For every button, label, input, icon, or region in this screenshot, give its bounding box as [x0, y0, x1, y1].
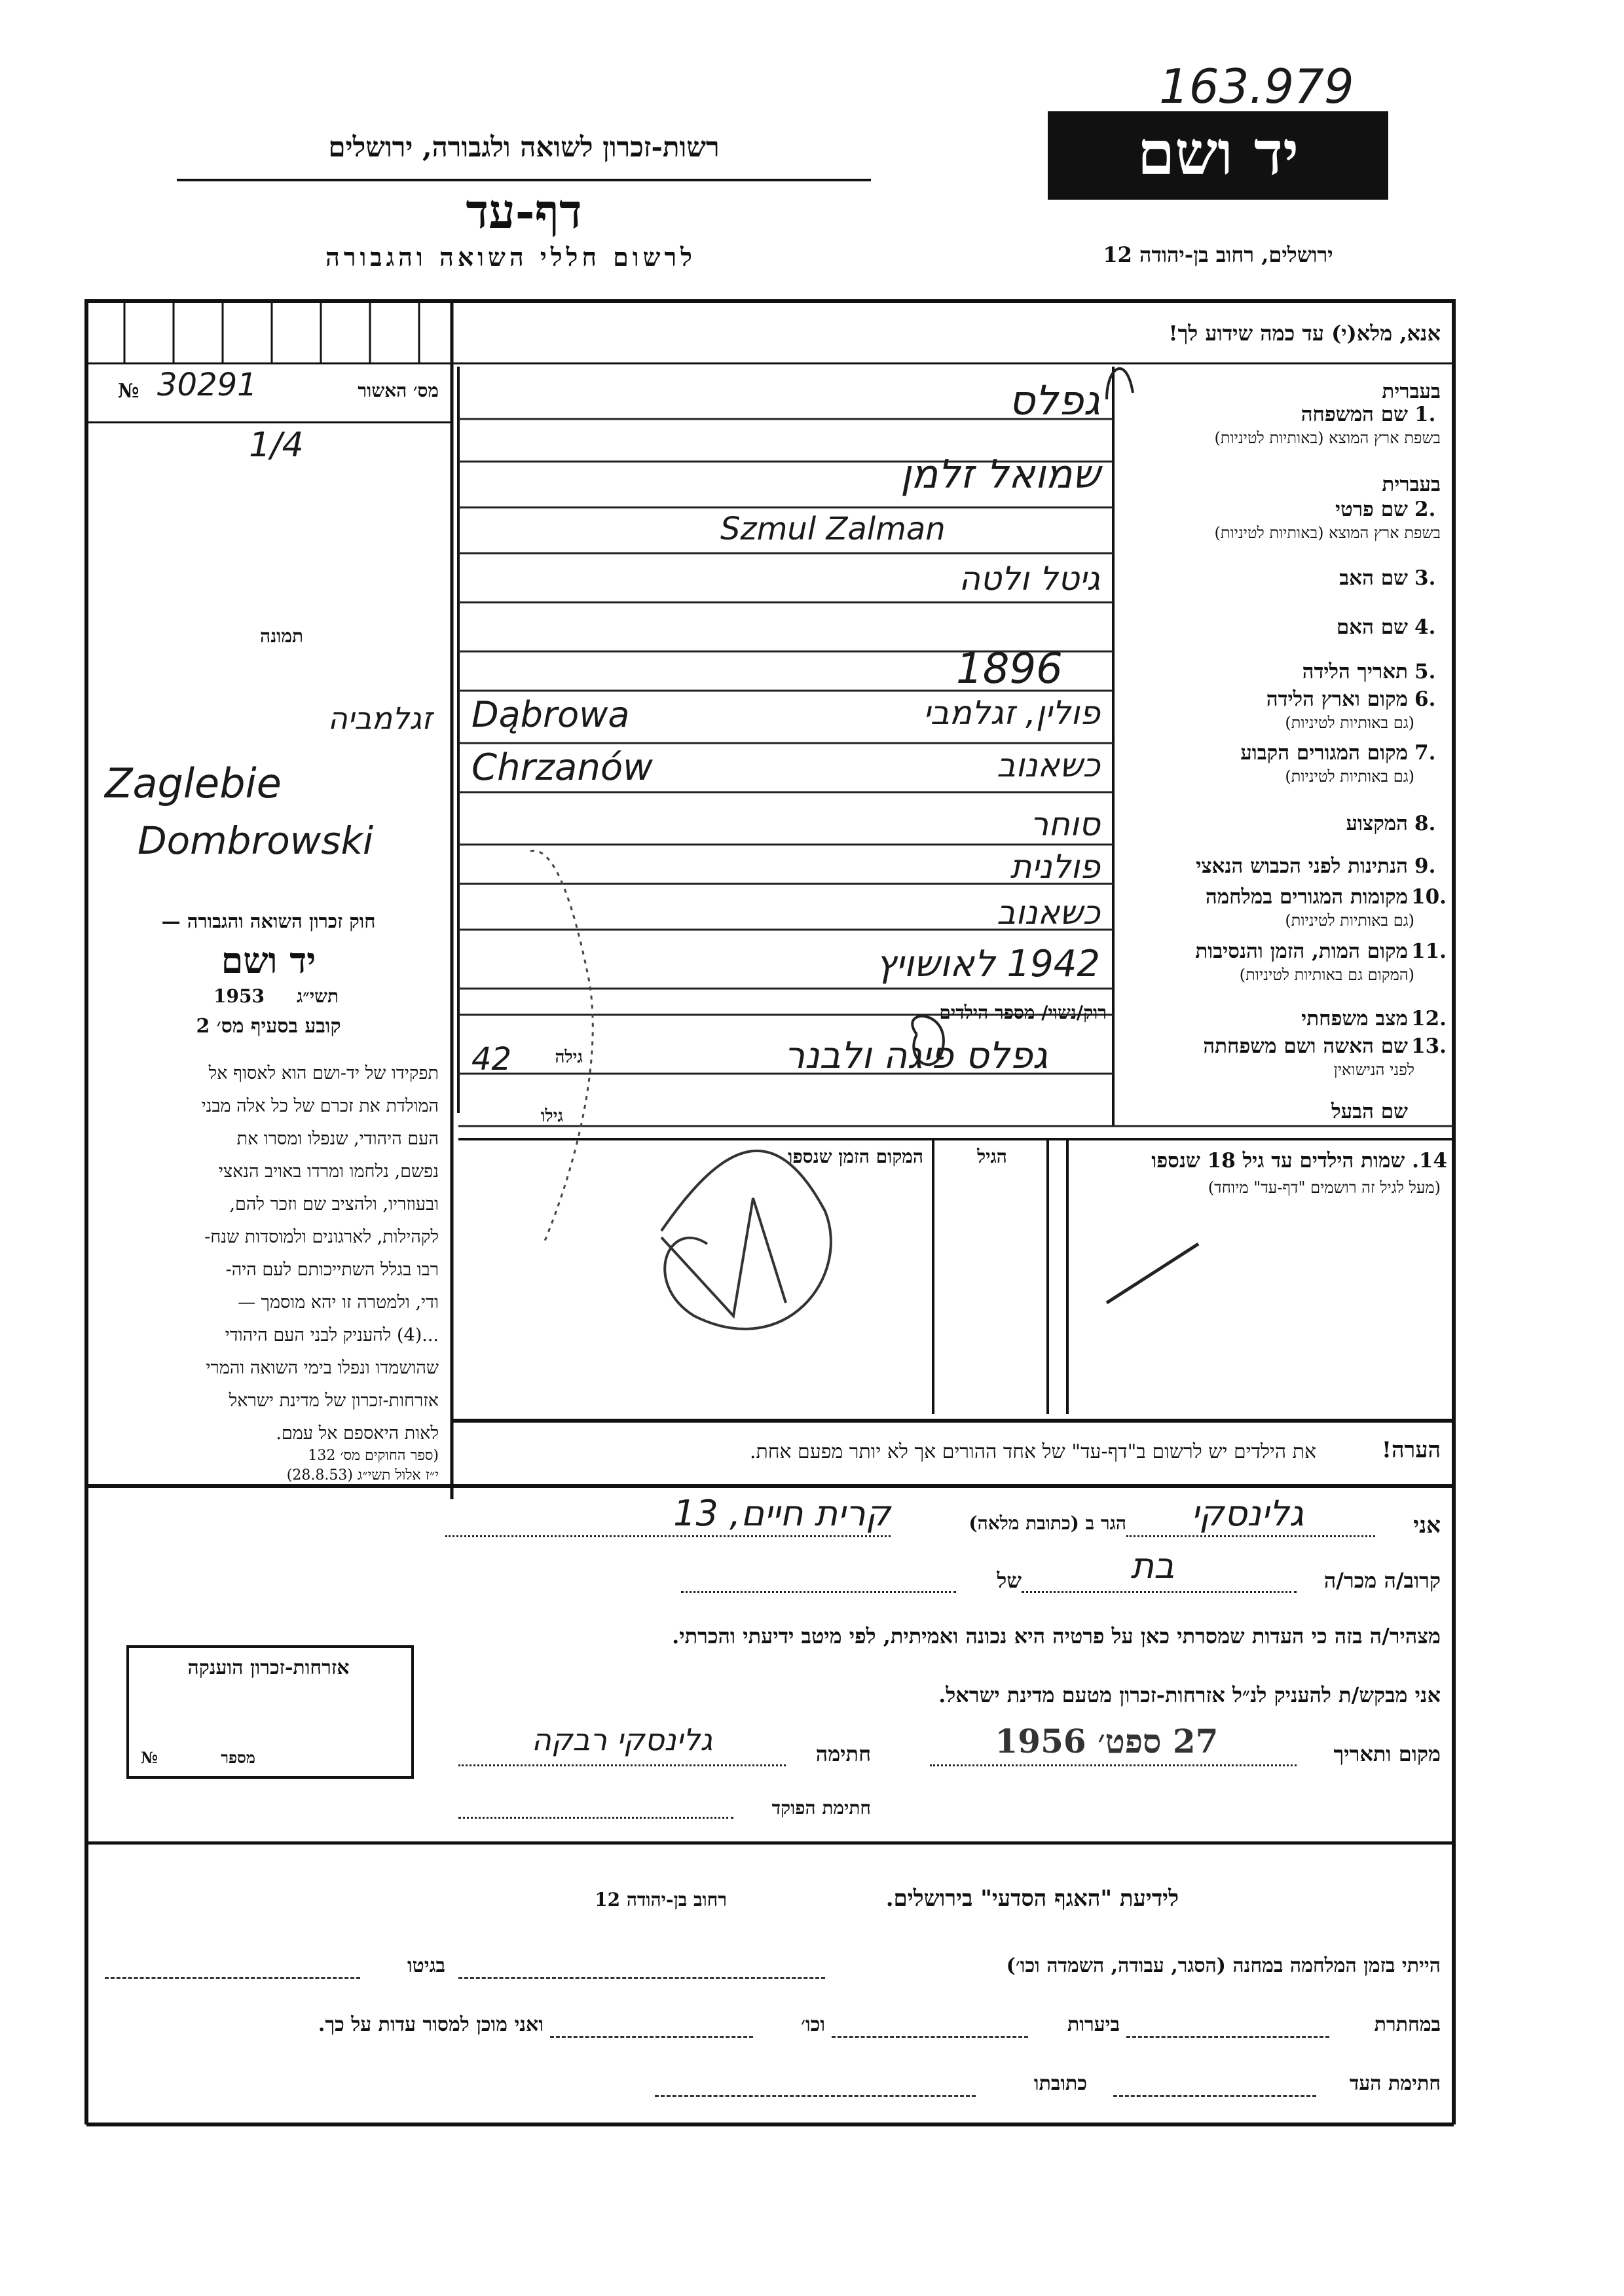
citizenship-no-label: מספר	[221, 1748, 255, 1767]
signature-label: חתימה	[815, 1741, 871, 1766]
value-first-name-latin[interactable]: Szmul Zalman	[720, 511, 946, 547]
law-line: רבו בגלל השתייכותם לעם היה-	[225, 1260, 439, 1280]
value-birth-place-latin[interactable]: Dąbrowa	[471, 694, 630, 735]
field-9-number: 9.	[1414, 854, 1436, 878]
witness-address-label: כתובתו	[1033, 2072, 1087, 2095]
field-2-number: 2.	[1414, 498, 1436, 521]
law-year-hebrew: תשי״ג	[296, 985, 339, 1007]
field-6-number: 6.	[1414, 687, 1436, 711]
field-13-label: שם האשה ושם משפחתה	[1203, 1034, 1408, 1058]
field-2-sub: בשפת ארץ המוצא (באותיות לטיניות)	[1214, 524, 1441, 542]
field-7-sub: (גם באותיות לטיניות)	[1285, 767, 1414, 786]
place-date-label: מקום ותאריך	[1333, 1741, 1441, 1766]
field-13-sub: לפני הנישואין	[1333, 1061, 1414, 1079]
field-2-label: שם פרטי	[1335, 498, 1408, 521]
field-8-number: 8.	[1414, 812, 1436, 835]
yad-vashem-logo: יד ושם	[1137, 118, 1299, 189]
law-logo: יד ושם	[221, 939, 316, 981]
resident-address[interactable]: קרית חיים, 13	[673, 1493, 891, 1534]
archive-number: 163.979	[1159, 59, 1354, 114]
in-hebrew-label-2: בעברית	[1382, 473, 1441, 496]
header-address: ירושלים, רחוב בן-יהודה 12	[1103, 242, 1333, 267]
field-11-number: 11.	[1411, 939, 1447, 963]
form-subtitle: לרשום חללי השואה והגבורה	[325, 242, 696, 272]
field-1-sub: בשפת ארץ המוצא (באותיות לטיניות)	[1214, 429, 1441, 447]
husband-label: שם הבעל	[1331, 1100, 1408, 1123]
law-line: לקהילות, לארגונים ולמוסדות שנח-	[204, 1227, 439, 1247]
value-residence[interactable]: כשאנוב	[997, 746, 1100, 784]
field-3-label: שם האב	[1339, 566, 1408, 590]
field-7-label: מקום המגורים הקבוע	[1240, 741, 1408, 765]
of-label: של	[997, 1568, 1022, 1593]
field-10-number: 10.	[1411, 885, 1447, 909]
forests-label: ביערות	[1067, 2013, 1120, 2036]
field-12-label: מצב משפחתי	[1301, 1007, 1408, 1030]
field-6-label: מקום וארץ הלידה	[1266, 687, 1408, 711]
field-11-label: מקום המות, הזמן והנסיבות	[1195, 939, 1408, 963]
approval-extra: 1/4	[249, 426, 304, 465]
value-wife-name[interactable]: גפלס פיגה ולבנר	[784, 1034, 1048, 1077]
field-10-label: מקומות המגורים במלחמה	[1205, 885, 1408, 909]
law-year-latin: 1953	[213, 985, 265, 1007]
law-line: ובעוזריו, ולהציב שם וזכר להם,	[229, 1194, 439, 1214]
remark-text: את הילדים יש לרשום ב"דף-עד" של אחד ההורים אך לא יותר מפעם אחת.	[749, 1440, 1316, 1463]
approval-no-label: מס׳ האשור	[358, 380, 439, 401]
declarant-name[interactable]: גלינסקי	[1190, 1493, 1304, 1534]
form-title: דף-עד	[466, 183, 582, 239]
etc-label: וכו׳	[801, 2013, 825, 2036]
footer-address: רחוב בן-יהודה 12	[595, 1889, 727, 1910]
instruction-text: אנא, מלא(י) עד כמה שידוע לך!	[1168, 321, 1441, 346]
footer-title: לידיעת "האגף הסדעי" בירושלים.	[885, 1886, 1179, 1912]
law-text	[98, 1057, 439, 1450]
law-line: שהושמדו ונפלו בימי השואה והמרי	[206, 1358, 439, 1378]
children-note: (מעל לגיל זה רושמים "דף-עד" מיוחד)	[1208, 1178, 1441, 1197]
law-reference-2: י״ז אלול תשי״ג (28.8.53)	[286, 1467, 439, 1484]
field-5-number: 5.	[1414, 660, 1436, 683]
declaration-i-label: אני	[1413, 1512, 1441, 1539]
handwritten-place-hebrew: זגלמביה	[327, 701, 432, 736]
field-10-sub: (גם באותיות לטיניות)	[1285, 911, 1414, 930]
remark-label: הערה!	[1382, 1437, 1441, 1463]
witness-signature-label: חתימת העד	[1349, 2072, 1441, 2095]
husband-age-label: גילו	[540, 1106, 563, 1126]
law-line: נפשם, נלחמו ומרדו באויב הנאצי	[218, 1161, 439, 1182]
approval-no-symbol: №	[118, 380, 139, 403]
citizenship-box-title: אזרחות-זכרון הוענקה	[187, 1656, 350, 1679]
footer-line-1: הייתי בזמן המלחמה במחנה (הסגר, עבודה, השמדה וכו׳)	[1006, 1954, 1441, 1977]
field-1-number: 1.	[1414, 403, 1436, 426]
ghetto-label: בגיטו	[407, 1954, 445, 1977]
law-line: אזרחות-זכרון של מדינת ישראל	[229, 1391, 439, 1411]
children-place-header: המקום הזמן שנספו	[788, 1146, 923, 1167]
relative-label: קרוב/ה מכר/ה	[1323, 1568, 1441, 1593]
field-13-number: 13.	[1411, 1034, 1447, 1058]
approval-no-value[interactable]: 30291	[157, 367, 257, 403]
children-age-header: הגיל	[977, 1146, 1007, 1167]
signature-value[interactable]: גלינסקי רבקה	[531, 1722, 713, 1757]
value-father-name[interactable]: גיטל ולטה	[959, 560, 1100, 598]
field-7-number: 7.	[1414, 741, 1436, 765]
footer-line-2-end: ואני מוכן למסור עדות על כך.	[318, 2013, 544, 2036]
value-profession[interactable]: סוחר	[1030, 805, 1100, 843]
value-birth-date[interactable]: 1896	[956, 645, 1063, 693]
relation-value[interactable]: בת	[1130, 1545, 1175, 1586]
field-9-label: הנתינות לפני הכבוש הנאצי	[1196, 854, 1408, 878]
underground-label: במחתרת	[1374, 2013, 1441, 2036]
photo-label: תמונה	[259, 625, 304, 647]
law-line: העם היהודי, שנפלו ומסרו את	[236, 1129, 439, 1149]
field-4-number: 4.	[1414, 615, 1436, 639]
law-line: לאות היאספם אל עמם.	[276, 1423, 439, 1444]
citizenship-no-symbol: №	[141, 1748, 158, 1767]
declaration-statement-2: אני מבקש/ת להעניק לנ״ל אזרחות-זכרון מטעם מדינת ישראל.	[938, 1683, 1441, 1707]
value-first-name[interactable]: שמואל זלמן	[900, 452, 1100, 498]
law-line: ...(4) להעניק לבני העם היהודי	[225, 1325, 439, 1345]
value-death-place[interactable]: 1942 לאושויץ	[876, 943, 1100, 985]
law-title: חוק זכרון השואה והגבורה —	[161, 910, 376, 932]
value-family-name[interactable]: גפלס	[1008, 376, 1100, 424]
field-3-number: 3.	[1414, 566, 1436, 590]
field-11-sub: (המקום גם באותיות לטיניות)	[1239, 966, 1414, 984]
field-12-number: 12.	[1411, 1007, 1447, 1030]
in-hebrew-label-1: בעברית	[1382, 380, 1441, 403]
value-birth-place[interactable]: פולין, זגלמבי	[923, 694, 1100, 732]
field-8-label: המקצוע	[1346, 812, 1408, 835]
field-1-label: שם המשפחה	[1301, 403, 1408, 426]
law-line: המולדת את זכרם של כל אלה מבני	[201, 1096, 439, 1116]
date-stamp[interactable]: 27 ספט׳ 1956	[995, 1722, 1219, 1760]
value-wife-age[interactable]: 42	[471, 1041, 512, 1078]
declaration-statement-1: מצהיר/ה בזה כי העדות שמסרתי כאן על פרטיה היא נכונה ואמיתית, לפי מיטב ידיעתי והכרתי.	[672, 1624, 1441, 1649]
wife-age-label: גילה	[555, 1048, 583, 1067]
field-5-label: תאריך הלידה	[1302, 660, 1408, 683]
field-6-sub: (גם באותיות לטיניות)	[1285, 714, 1414, 732]
handwritten-place-latin-2: Dombrowski	[138, 818, 374, 863]
official-signature-label: חתימת הפוקד	[771, 1797, 871, 1819]
marital-options: רוק/נשוי/ מספר הילדים	[939, 1002, 1107, 1023]
handwritten-place-latin-1: Zaglebie	[105, 759, 282, 807]
value-nationality[interactable]: פולנית	[1010, 848, 1100, 886]
value-residence-latin[interactable]: Chrzanów	[471, 746, 653, 789]
field-4-label: שם האם	[1336, 615, 1408, 639]
law-line: תפקידו של יד-ושם הוא לאסוף אל	[208, 1063, 439, 1084]
law-section: קובע בסעיף מס׳ 2	[196, 1015, 341, 1038]
children-title: 14. שמות הילדים עד גיל 18 שנספו	[1151, 1149, 1447, 1173]
value-wartime-residence[interactable]: כשאנוב	[997, 894, 1100, 932]
law-reference-1: (ספר החוקים מס׳ 132	[308, 1448, 439, 1464]
authority-title: רשות-זכרון לשואה ולגבורה, ירושלים	[328, 131, 720, 163]
resident-label: הגר ב (כתובת מלאה)	[969, 1512, 1126, 1534]
law-line: ודי, ולמטרה זו יהא מוסמך —	[238, 1292, 439, 1313]
